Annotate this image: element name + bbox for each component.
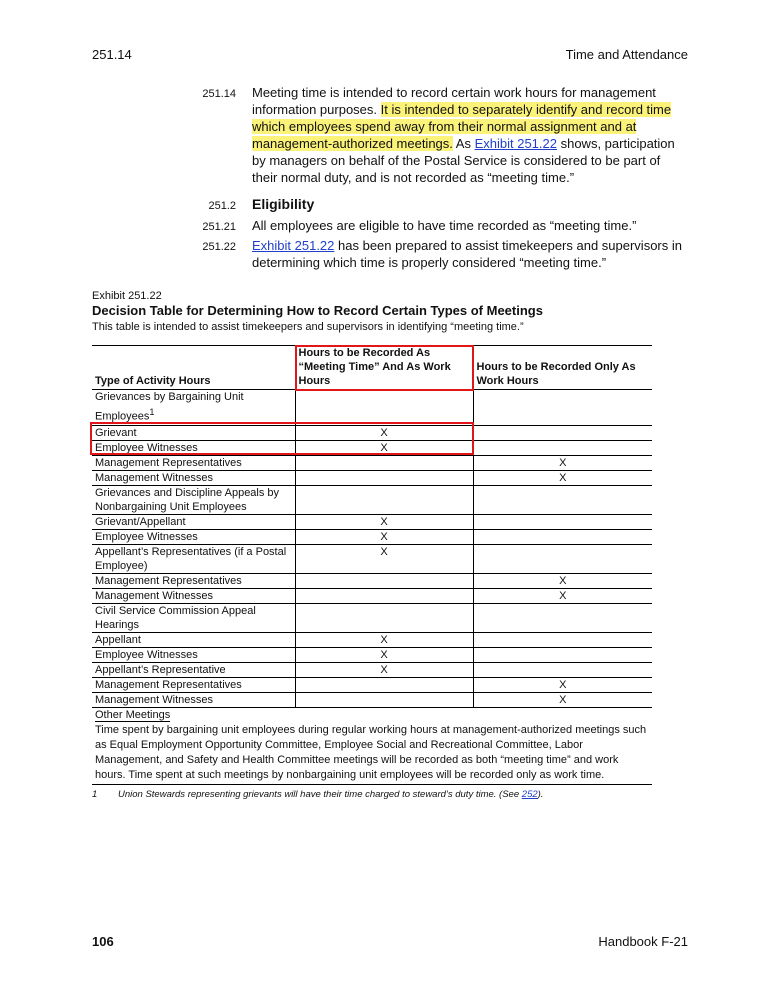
highlighted-text: It is intended to separately identify and record time which employees spend away from their normal assignment and at management-authorized meetings. [252, 102, 672, 151]
activity-cell: Management Representatives [92, 677, 295, 692]
meeting-time-cell: X [295, 647, 473, 662]
meeting-time-cell: X [295, 632, 473, 647]
exhibit-link[interactable]: Exhibit 251.22 [474, 136, 557, 151]
para-number: 251.22 [202, 241, 236, 253]
meeting-time-cell [295, 455, 473, 470]
table-row [92, 588, 652, 603]
annotation-box-header [295, 345, 474, 391]
table-row [92, 544, 652, 573]
group-heading: Grievances by Bargaining Unit Employees [95, 391, 244, 423]
activity-cell: Management Representatives [92, 573, 295, 588]
meeting-time-cell: X [295, 425, 473, 440]
activity-cell: Employee Witnesses [92, 440, 295, 455]
meeting-time-cell [295, 677, 473, 692]
meeting-time-cell [295, 573, 473, 588]
exhibit-label: Exhibit 251.22 [92, 290, 162, 302]
group-heading: Grievances and Discipline Appeals by Nonbargaining Unit Employees [92, 485, 295, 514]
table-row [92, 573, 652, 588]
work-hours-cell [473, 544, 652, 573]
work-hours-cell: X [473, 588, 652, 603]
header-title: Time and Attendance [565, 47, 688, 62]
meeting-time-cell [295, 692, 473, 707]
work-hours-cell [473, 632, 652, 647]
handbook-name: Handbook F-21 [598, 934, 688, 949]
work-hours-cell: X [473, 573, 652, 588]
activity-cell: Appellant [92, 632, 295, 647]
table-row [92, 662, 652, 677]
meeting-time-cell: X [295, 529, 473, 544]
table-row [92, 514, 652, 529]
meeting-time-cell: X [295, 440, 473, 455]
table-row [92, 677, 652, 692]
work-hours-cell [473, 425, 652, 440]
para-number: 251.14 [202, 88, 236, 100]
column-header: Type of Activity Hours [92, 346, 295, 390]
section-title: Eligibility [252, 196, 315, 212]
activity-cell: Management Witnesses [92, 692, 295, 707]
column-header: Hours to be Recorded Only As Work Hours [473, 346, 652, 390]
exhibit-title: Decision Table for Determining How to Record Certain Types of Meetings [92, 303, 543, 318]
meeting-time-cell [295, 588, 473, 603]
work-hours-cell [473, 647, 652, 662]
paragraph-251-14: Meeting time is intended to record certain work hours for management information purposes. It is intended to separately identify and record time which employees spend away from their normal assignment and at management-authorized meetings. As Exhibit 251.22 shows, participation by managers on behalf of the Postal Service is considered to be part of their normal duty, and is not recorded as “meeting time.” [252, 85, 675, 185]
meeting-time-cell: X [295, 662, 473, 677]
work-hours-cell [473, 529, 652, 544]
meeting-time-cell: X [295, 544, 473, 573]
group-heading: Other Meetings [95, 708, 171, 721]
column-header: Hours to be Recorded As “Meeting Time” And As Work Hours [295, 346, 473, 390]
table-row [92, 529, 652, 544]
activity-cell: Employee Witnesses [92, 647, 295, 662]
footnote-text: Union Stewards representing grievants will have their time charged to steward’s duty time. (See 252). [118, 789, 544, 800]
work-hours-cell [473, 662, 652, 677]
paragraph-251-21: All employees are eligible to have time recorded as “meeting time.” [252, 218, 637, 233]
para-number: 251.21 [202, 221, 236, 233]
other-meetings-row [92, 722, 652, 785]
group-heading-row [92, 390, 652, 426]
other-meetings-text: Time spent by bargaining unit employees during regular working hours at management-authorized meetings such as Equal Employment Opportunity Committee, Employee Social and Recreational Committee, Labor Management, and Safety and Health Committee meetings will be recorded as both “meeting time” and work hours. Time spent at such meetings by nonbargaining unit employees will be recorded only as work time. [92, 722, 652, 785]
work-hours-cell: X [473, 692, 652, 707]
work-hours-cell: X [473, 455, 652, 470]
paragraph-251-22: Exhibit 251.22 has been prepared to assist timekeepers and supervisors in determining which time is properly considered “meeting time.” [252, 238, 682, 270]
work-hours-cell [473, 440, 652, 455]
activity-cell: Employee Witnesses [92, 529, 295, 544]
table-row [92, 647, 652, 662]
work-hours-cell [473, 514, 652, 529]
activity-cell: Appellant’s Representatives (if a Postal Employee) [92, 544, 295, 573]
exhibit-description: This table is intended to assist timekeepers and supervisors in identifying “meeting time.” [92, 321, 524, 333]
annotation-box-rows [90, 422, 474, 455]
footnote-marker: 1 [149, 407, 155, 417]
page-number: 106 [92, 934, 114, 949]
other-meetings-heading-row [92, 707, 652, 722]
footnote-number: 1 [92, 789, 98, 800]
activity-cell: Grievant/Appellant [92, 514, 295, 529]
table-row [92, 692, 652, 707]
activity-cell: Appellant’s Representative [92, 662, 295, 677]
group-heading: Civil Service Commission Appeal Hearings [92, 603, 295, 632]
activity-cell: Management Witnesses [92, 470, 295, 485]
table-row [92, 470, 652, 485]
work-hours-cell: X [473, 677, 652, 692]
header-section: 251.14 [92, 47, 132, 62]
decision-table [92, 345, 652, 785]
group-heading-row [92, 485, 652, 514]
meeting-time-cell [295, 470, 473, 485]
section-number: 251.2 [208, 200, 236, 212]
work-hours-cell: X [473, 470, 652, 485]
activity-cell: Grievant [92, 425, 295, 440]
activity-cell: Management Witnesses [92, 588, 295, 603]
meeting-time-cell: X [295, 514, 473, 529]
table-row [92, 632, 652, 647]
section-link[interactable]: 252 [521, 789, 538, 800]
table-row [92, 455, 652, 470]
exhibit-link[interactable]: Exhibit 251.22 [252, 238, 335, 253]
group-heading-row [92, 603, 652, 632]
activity-cell: Management Representatives [92, 455, 295, 470]
